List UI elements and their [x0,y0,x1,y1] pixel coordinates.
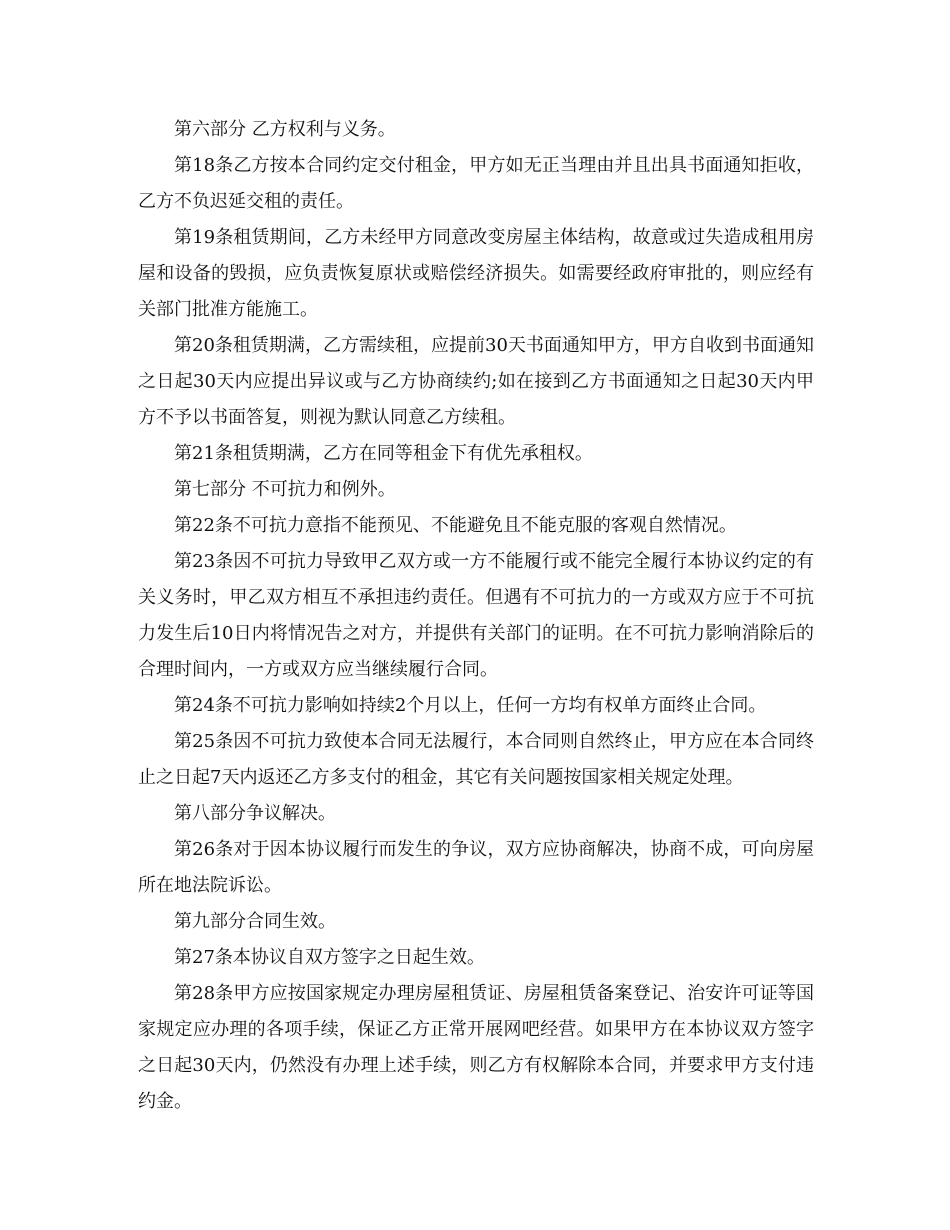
clause-24: 第24条不可抗力影响如持续2个月以上，任何一方均有权单方面终止合同。 [174,695,767,716]
clause-28: 第28条甲方应按国家规定办理房屋租赁证、房屋租赁备案登记、治安许可证等国家规定应办理的各项手续，保证乙方正常开展网吧经营。如果甲方在本协议双方签字之日起30天内，仍然没有办理上述手续，则乙方有权解除本合同，并要求甲方支付违约金。 [138,983,814,1112]
clause-26: 第26条对于因本协议履行而发生的争议，双方应协商解决，协商不成，可向房屋所在地法院诉讼。 [138,839,814,896]
section-heading-part-8: 第八部分争议解决。 [174,803,336,824]
clause-25: 第25条因不可抗力致使本合同无法履行，本合同则自然终止，甲方应在本合同终止之日起7天内返还乙方多支付的租金，其它有关问题按国家相关规定处理。 [138,731,814,788]
section-heading-part-9: 第九部分合同生效。 [174,911,336,932]
clause-22: 第22条不可抗力意指不能预见、不能避免且不能克服的客观自然情况。 [174,515,737,536]
clause-20: 第20条租赁期满，乙方需续租，应提前30天书面通知甲方，甲方自收到书面通知之日起30天内应提出异议或与乙方协商续约;如在接到乙方书面通知之日起30天内甲方不予以书面答复，则视为默认同意乙方续租。 [138,335,814,428]
clause-21: 第21条租赁期满，乙方在同等租金下有优先承租权。 [174,443,593,464]
clause-18: 第18条乙方按本合同约定交付租金，甲方如无正当理由并且出具书面通知拒收，乙方不负迟延交租的责任。 [138,155,814,212]
document-body [138,112,814,1120]
clause-27: 第27条本协议自双方签字之日起生效。 [174,947,485,968]
clause-19: 第19条租赁期间，乙方未经甲方同意改变房屋主体结构，故意或过失造成租用房屋和设备的毁损，应负责恢复原状或赔偿经济损失。如需要经政府审批的，则应经有关部门批准方能施工。 [138,227,814,320]
section-heading-part-6: 第六部分 乙方权利与义务。 [174,119,396,140]
clause-23: 第23条因不可抗力导致甲乙双方或一方不能履行或不能完全履行本协议约定的有关义务时，甲乙双方相互不承担违约责任。但遇有不可抗力的一方或双方应于不可抗力发生后10日内将情况告之对方，并提供有关部门的证明。在不可抗力影响消除后的合理时间内，一方或双方应当继续履行合同。 [138,551,814,680]
section-heading-part-7: 第七部分 不可抗力和例外。 [174,479,396,500]
